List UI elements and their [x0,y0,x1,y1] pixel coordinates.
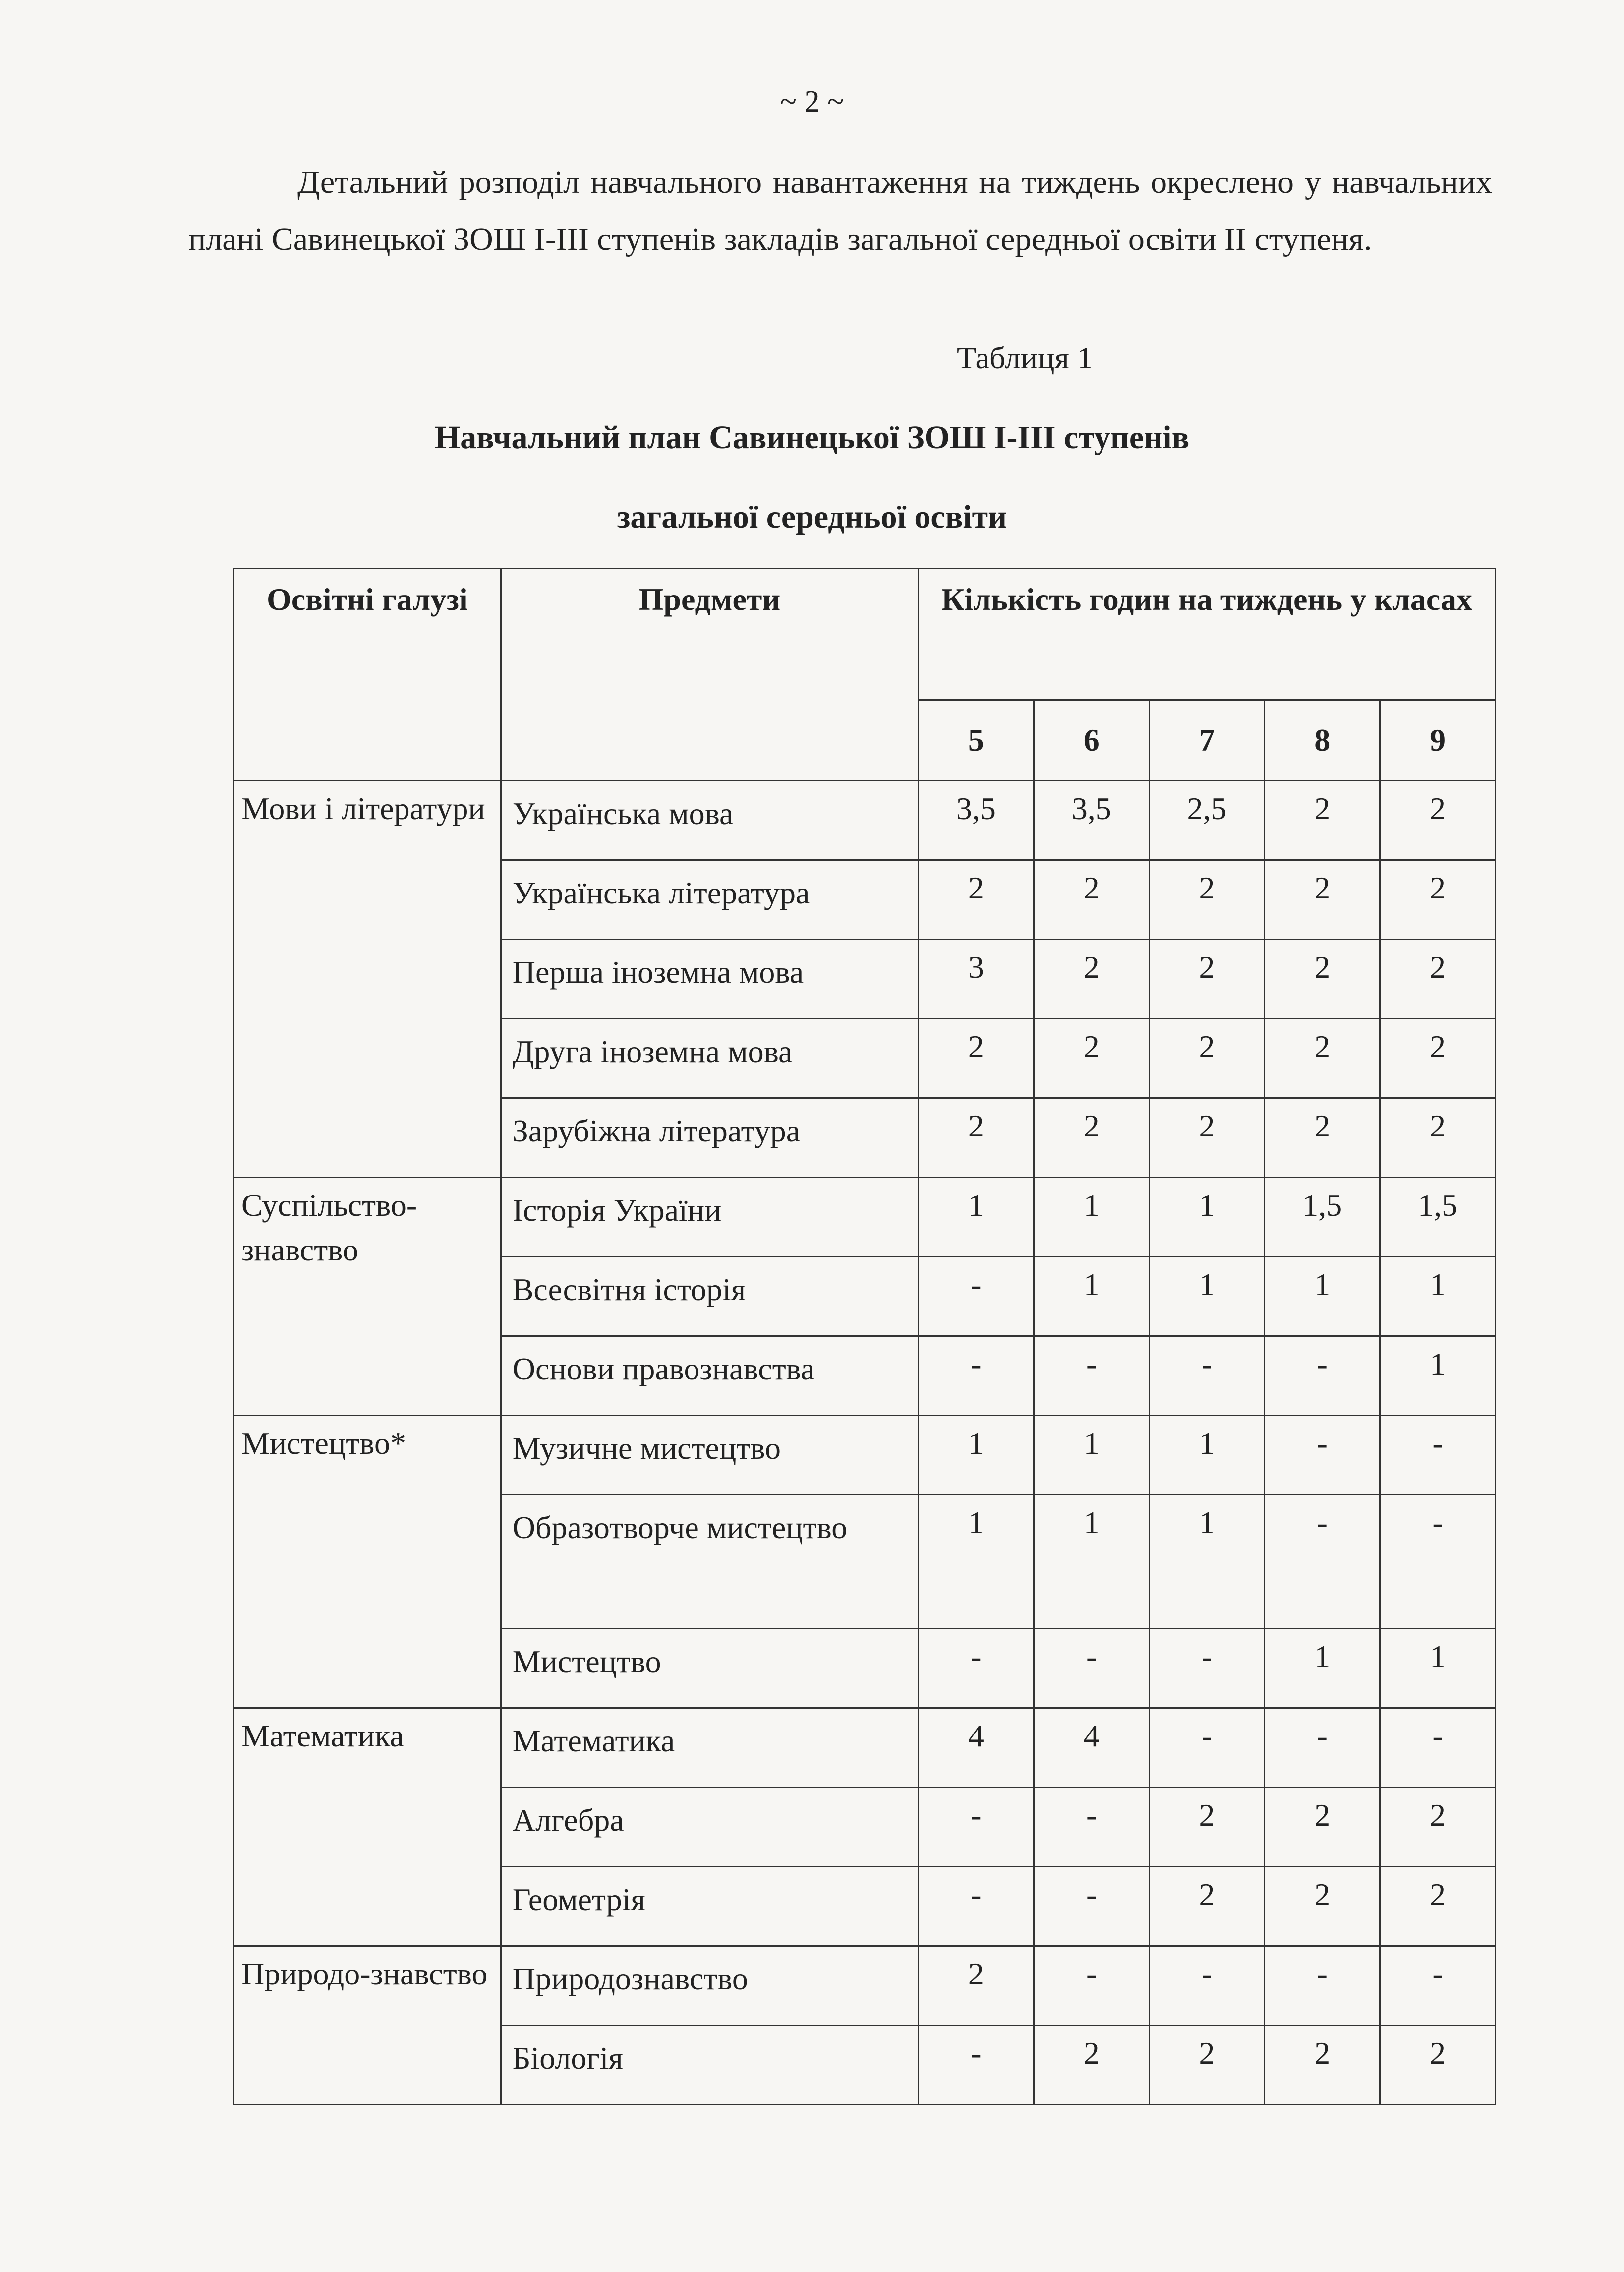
education-area-cell: Мови і літератури [234,781,501,1178]
table-title-line2: загальної середньої освіти [617,499,1007,535]
table-row [234,1416,1496,1495]
grade-header: 7 [1149,700,1265,781]
hours-cell: 2 [1149,860,1265,940]
hours-cell: - [1149,1946,1265,2026]
hours-cell: 2 [1380,2026,1496,2105]
subject-cell: Основи правознавства [501,1336,918,1416]
hours-cell: - [1380,1946,1496,2026]
hours-cell: 2 [1034,1098,1149,1178]
subject-cell: Перша іноземна мова [501,940,918,1019]
subject-cell: Українська мова [501,781,918,860]
hours-cell: 2 [1265,781,1380,860]
curriculum-table [233,568,1496,2105]
hours-cell: - [919,1788,1034,1867]
subject-cell: Всесвітня історія [501,1257,918,1336]
subject-cell: Математика [501,1708,918,1788]
hours-cell: - [1265,1416,1380,1495]
hours-cell: 1 [1149,1257,1265,1336]
hours-cell: 1 [1149,1495,1265,1629]
hours-cell: 2 [1034,1019,1149,1098]
hours-cell: 1 [1265,1257,1380,1336]
hours-cell: - [1265,1495,1380,1629]
hours-cell: 2 [1265,1867,1380,1946]
header-hours: Кількість годин на тиждень у класах [919,569,1496,700]
subject-cell: Історія України [501,1178,918,1257]
table-row [234,1946,1496,2026]
subject-cell: Алгебра [501,1788,918,1867]
grade-header: 8 [1265,700,1380,781]
hours-cell: 2,5 [1149,781,1265,860]
hours-cell: - [919,1867,1034,1946]
grade-header: 5 [919,700,1034,781]
hours-cell: 3,5 [919,781,1034,860]
hours-cell: - [1034,1629,1149,1708]
subject-cell: Музичне мистецтво [501,1416,918,1495]
hours-cell: 1 [1380,1257,1496,1336]
hours-cell: 2 [1149,1788,1265,1867]
hours-cell: 2 [1149,2026,1265,2105]
hours-cell: 2 [1380,1867,1496,1946]
education-area-cell: Природо-знавство [234,1946,501,2105]
hours-cell: 1,5 [1380,1178,1496,1257]
subject-cell: Геометрія [501,1867,918,1946]
table-header-row [234,569,1496,700]
hours-cell: - [1034,1336,1149,1416]
hours-cell: 1 [1034,1495,1149,1629]
hours-cell: 2 [1265,1019,1380,1098]
table-row [234,1708,1496,1788]
hours-cell: 2 [1380,860,1496,940]
hours-cell: 1 [919,1416,1034,1495]
subject-cell: Друга іноземна мова [501,1019,918,1098]
hours-cell: 2 [1265,2026,1380,2105]
subject-cell: Біологія [501,2026,918,2105]
hours-cell: 2 [1149,940,1265,1019]
hours-cell: - [1149,1708,1265,1788]
education-area-cell: Мистецтво* [234,1416,501,1708]
hours-cell: 4 [919,1708,1034,1788]
hours-cell: 2 [1380,781,1496,860]
hours-cell: - [919,1629,1034,1708]
hours-cell: 2 [1265,860,1380,940]
hours-cell: 2 [1149,1019,1265,1098]
hours-cell: 1 [1034,1178,1149,1257]
hours-cell: 1 [1034,1257,1149,1336]
hours-cell: 2 [1380,1098,1496,1178]
table-body [234,781,1496,2105]
hours-cell: 1 [1149,1178,1265,1257]
hours-cell: 2 [919,1019,1034,1098]
hours-cell: 2 [919,860,1034,940]
hours-cell: - [919,1257,1034,1336]
hours-cell: 2 [919,1946,1034,2026]
hours-cell: - [1265,1336,1380,1416]
hours-cell: 2 [1380,1019,1496,1098]
hours-cell: - [1380,1416,1496,1495]
hours-cell: - [1265,1708,1380,1788]
grade-header: 9 [1380,700,1496,781]
header-area: Освітні галузі [234,569,501,781]
hours-cell: 1,5 [1265,1178,1380,1257]
hours-cell: 2 [1034,860,1149,940]
hours-cell: 2 [1265,1788,1380,1867]
hours-cell: - [1034,1788,1149,1867]
hours-cell: - [1034,1946,1149,2026]
hours-cell: - [1149,1336,1265,1416]
hours-cell: 2 [1034,2026,1149,2105]
subject-cell: Образотворче мистецтво [501,1495,918,1629]
table-caption: Таблиця 1 [957,340,1093,375]
hours-cell: - [1380,1495,1496,1629]
subject-cell: Мистецтво [501,1629,918,1708]
hours-cell: - [919,2026,1034,2105]
hours-cell: - [1380,1708,1496,1788]
hours-cell: 1 [1265,1629,1380,1708]
hours-cell: 2 [1265,1098,1380,1178]
intro-paragraph: Детальний розподіл навчального навантаження на тиждень окреслено у навчальних плані Савинецької ЗОШ І-ІІІ ступенів закладів загальної середньої освіти ІІ ступеня. [188,164,1492,257]
hours-cell: - [1149,1629,1265,1708]
table-row [234,781,1496,860]
hours-cell: 1 [1380,1629,1496,1708]
header-subjects: Предмети [501,569,918,781]
hours-cell: 2 [1149,1867,1265,1946]
hours-cell: 1 [1149,1416,1265,1495]
hours-cell: 1 [919,1495,1034,1629]
grade-header: 6 [1034,700,1149,781]
education-area-cell: Суспільство-знавство [234,1178,501,1416]
hours-cell: - [1034,1867,1149,1946]
hours-cell: 3 [919,940,1034,1019]
hours-cell: 2 [1380,940,1496,1019]
table-title-line1: Навчальний план Савинецької ЗОШ І-ІІІ ступенів [434,419,1190,456]
table-row [234,1178,1496,1257]
hours-cell: 2 [1149,1098,1265,1178]
hours-cell: 2 [1380,1788,1496,1867]
hours-cell: 3,5 [1034,781,1149,860]
hours-cell: 1 [1380,1336,1496,1416]
page-number: ~ 2 ~ [780,85,844,119]
hours-cell: - [919,1336,1034,1416]
education-area-cell: Математика [234,1708,501,1946]
hours-cell: 1 [1034,1416,1149,1495]
subject-cell: Природознавство [501,1946,918,2026]
subject-cell: Зарубіжна література [501,1098,918,1178]
hours-cell: 1 [919,1178,1034,1257]
subject-cell: Українська література [501,860,918,940]
hours-cell: 2 [1265,940,1380,1019]
hours-cell: 2 [1034,940,1149,1019]
hours-cell: 2 [919,1098,1034,1178]
hours-cell: 4 [1034,1708,1149,1788]
hours-cell: - [1265,1946,1380,2026]
